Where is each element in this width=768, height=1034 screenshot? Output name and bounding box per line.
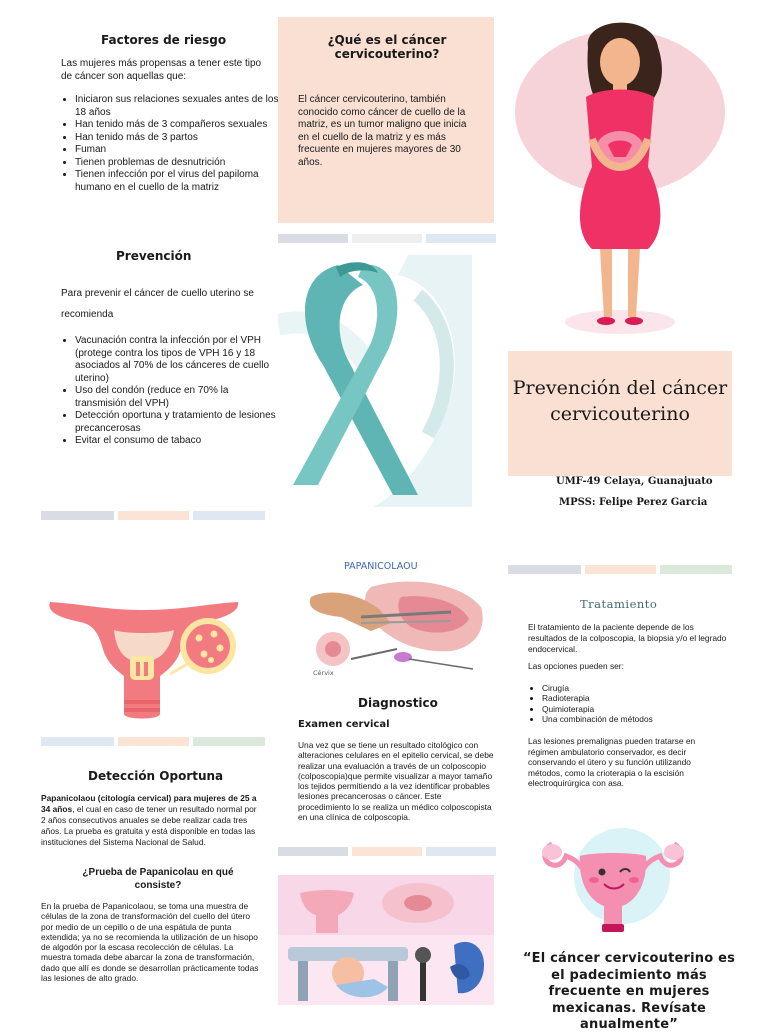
detection-lead-bold: Papanicolaou (citología cervical) para mujeres de 25 a 34 años [41, 793, 257, 814]
cover-panel [508, 351, 732, 476]
list-item: • Tienen problemas de desnutrición [75, 157, 281, 170]
papanicolaou-image [301, 557, 487, 685]
happy-uterus-illustration [538, 826, 688, 938]
colposcopy-image [278, 875, 494, 1005]
woman-illustration [508, 17, 733, 337]
divider-bars [41, 737, 265, 746]
cover-unit: UMF-49 Celaya, Guanajuato [556, 476, 713, 487]
detection-title: Detección Oportuna [88, 769, 224, 783]
list-item: • Fuman [75, 144, 281, 157]
treatment-closing: Las lesiones premalignas pueden tratarse en régimen ambulatorio conservador, es decir conservando el útero y su función utilizando métodos, como la crioterapia o la escisión electroquirúrgica con asa. [528, 736, 696, 788]
uterus-illustration [44, 590, 240, 722]
pap-image-sublabel: Cérvix [313, 669, 334, 677]
treatment-intro: El tratamiento de la paciente depende de los resultados de la colposcopia, la biopsia y/o el legrado endocervical. [528, 622, 727, 654]
divider-bars [278, 234, 496, 243]
detection-body [41, 793, 261, 848]
risk-intro: Las mujeres más propensas a tener este tipo de cáncer son aquellas que: [61, 58, 262, 82]
list-item: • Tienen infección por el virus del papiloma humano en el cuello de la matriz [75, 169, 281, 194]
list-item: • Radioterapia [542, 693, 732, 703]
awareness-ribbon-image [278, 255, 472, 507]
risk-title: Factores de riesgo [101, 33, 227, 47]
detection-lead-rest: , el cual en caso de tener un resultado normal por 2 años consecutivos anuales se debe realizar cada tres años. La prueba es gratuita y está disponible en todas las instituciones del Sistema Nacional de Salud. [41, 803, 257, 847]
diagnosis-title: Diagnostico [358, 696, 438, 710]
list-item: • Cirugía [542, 683, 732, 693]
closing-quote: “El cáncer cervicouterino es el padecimiento más frecuente en mujeres mexicanas. Revísate anualmente” [522, 951, 736, 1032]
treatment-title: Tratamiento [580, 597, 658, 611]
risk-list [61, 94, 281, 194]
list-item: • Han tenido más de 3 compañeros sexuales [75, 119, 281, 132]
what-is-title: ¿Qué es el cáncer cervicouterino? [327, 33, 447, 61]
pap-image-label: PAPANICOLAOU [344, 561, 418, 572]
what-is-body: El cáncer cervicouterino, también conocido como cáncer de cuello de la matriz, es un tumor maligno que inicia en el cuello de la matriz y es más frecuente en mujeres mayores de 30 años. [298, 94, 467, 168]
list-item: • Han tenido más de 3 partos [75, 132, 281, 145]
prevention-intro: Para prevenir el cáncer de cuello uterino se recomienda [61, 288, 254, 320]
treatment-list [528, 683, 732, 725]
cover-mpss: MPSS: Felipe Perez Garcia [559, 497, 708, 508]
list-item: • Uso del condón (reduce en 70% la transmisión del VPH) [75, 385, 281, 410]
pap-question: ¿Prueba de Papanicolau en qué consiste? [82, 867, 234, 891]
prevention-title: Prevención [116, 249, 192, 263]
treatment-options-label: Las opciones pueden ser: [528, 661, 624, 671]
list-item: • Quimioterapia [542, 704, 732, 714]
divider-bars [41, 511, 265, 520]
diagnosis-subtitle: Examen cervical [298, 719, 390, 730]
prevention-list [61, 335, 281, 448]
cover-title: Prevención del cáncer cervicouterino [512, 377, 728, 425]
divider-bars [278, 847, 496, 856]
pap-answer: En la prueba de Papanicolaou, se toma una muestra de células de la zona de transformación del cuello del útero por medio de un cepillo o de una espátula de punta extendida; ya no se recomienda la utilización de un hisopo de algodón por la escasa recolección de células. La muestra tomada debe abarcar la zona de transformación, dado que allí es donde se desarrollan prácticamente todas las lesiones de alto grado. [41, 901, 259, 984]
what-is-panel [278, 17, 494, 223]
list-item: • Una combinación de métodos [542, 714, 732, 724]
diagnosis-body: Una vez que se tiene un resultado citológico con alteraciones celulares en el epitelio cervical, se debe realizar una evaluación a través de un colposcopio (colposcopia)que permite visualizar a mayor tamaño los tejidos permitiendo a la vez identificar probables lesiones precancerosas o cáncer. Este procedimiento lo se realiza un médico colposcopista en una clínica de colposcopia. [298, 740, 494, 823]
divider-bars [508, 565, 732, 574]
list-item: • Vacunación contra la infección por el VPH (protege contra los tipos de VPH 16 y 18 asociados al 70% de los cánceres de cuello uterino) [75, 335, 281, 385]
list-item: • Iniciaron sus relaciones sexuales antes de los 18 años [75, 94, 281, 119]
list-item: • Detección oportuna y tratamiento de lesiones precancerosas [75, 410, 281, 435]
list-item: • Evitar el consumo de tabaco [75, 435, 281, 448]
